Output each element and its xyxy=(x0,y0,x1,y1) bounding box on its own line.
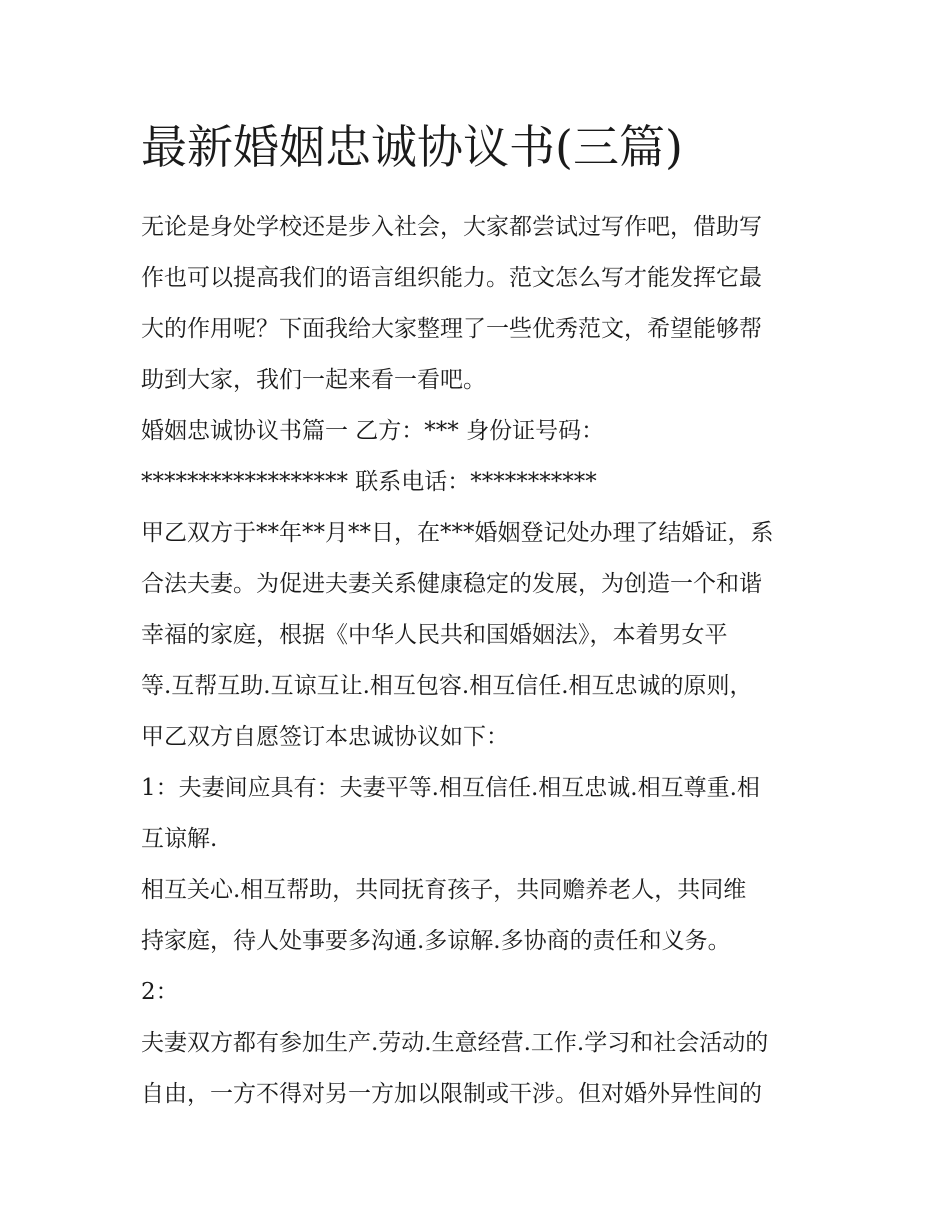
body-line: 2： xyxy=(141,979,179,1005)
body-line: 持家庭，待人处事要多沟通.多谅解.多协商的责任和义务。 xyxy=(141,928,731,954)
body-line: 幸福的家庭，根据《中华人民共和国婚姻法》，本着男女平 xyxy=(141,622,728,648)
body-line: 甲乙双方自愿签订本忠诚协议如下： xyxy=(141,724,509,750)
body-line: 甲乙双方于**年**月**日，在***婚姻登记处办理了结婚证，系 xyxy=(141,520,774,546)
body-line: 等.互帮互助.互谅互让.相互包容.相互信任.相互忠诚的原则， xyxy=(141,673,753,699)
body-line: 自由，一方不得对另一方加以限制或干涉。但对婚外异性间的 xyxy=(141,1081,762,1107)
body-line: 1：夫妻间应具有：夫妻平等.相互信任.相互忠诚.相互尊重.相 xyxy=(141,775,760,801)
body-line: 助到大家，我们一起来看一看吧。 xyxy=(141,367,486,393)
document-body xyxy=(141,202,821,1120)
body-line: ****************** 联系电话：*********** xyxy=(141,469,597,495)
body-line: 相互关心.相互帮助，共同抚育孩子，共同赡养老人，共同维 xyxy=(141,877,747,903)
document-title: 最新婚姻忠诚协议书(三篇) xyxy=(141,120,683,174)
body-line: 互谅解. xyxy=(141,826,218,852)
body-line: 婚姻忠诚协议书篇一 乙方：*** 身份证号码： xyxy=(141,418,605,444)
document-page xyxy=(141,112,821,1120)
body-line: 合法夫妻。为促进夫妻关系健康稳定的发展，为创造一个和谐 xyxy=(141,571,762,597)
body-line: 夫妻双方都有参加生产.劳动.生意经营.工作.学习和社会活动的 xyxy=(141,1030,769,1056)
body-line: 大的作用呢？下面我给大家整理了一些优秀范文，希望能够帮 xyxy=(141,316,762,342)
body-line: 作也可以提高我们的语言组织能力。范文怎么写才能发挥它最 xyxy=(141,265,762,291)
body-line: 无论是身处学校还是步入社会，大家都尝试过写作吧，借助写 xyxy=(141,214,762,240)
